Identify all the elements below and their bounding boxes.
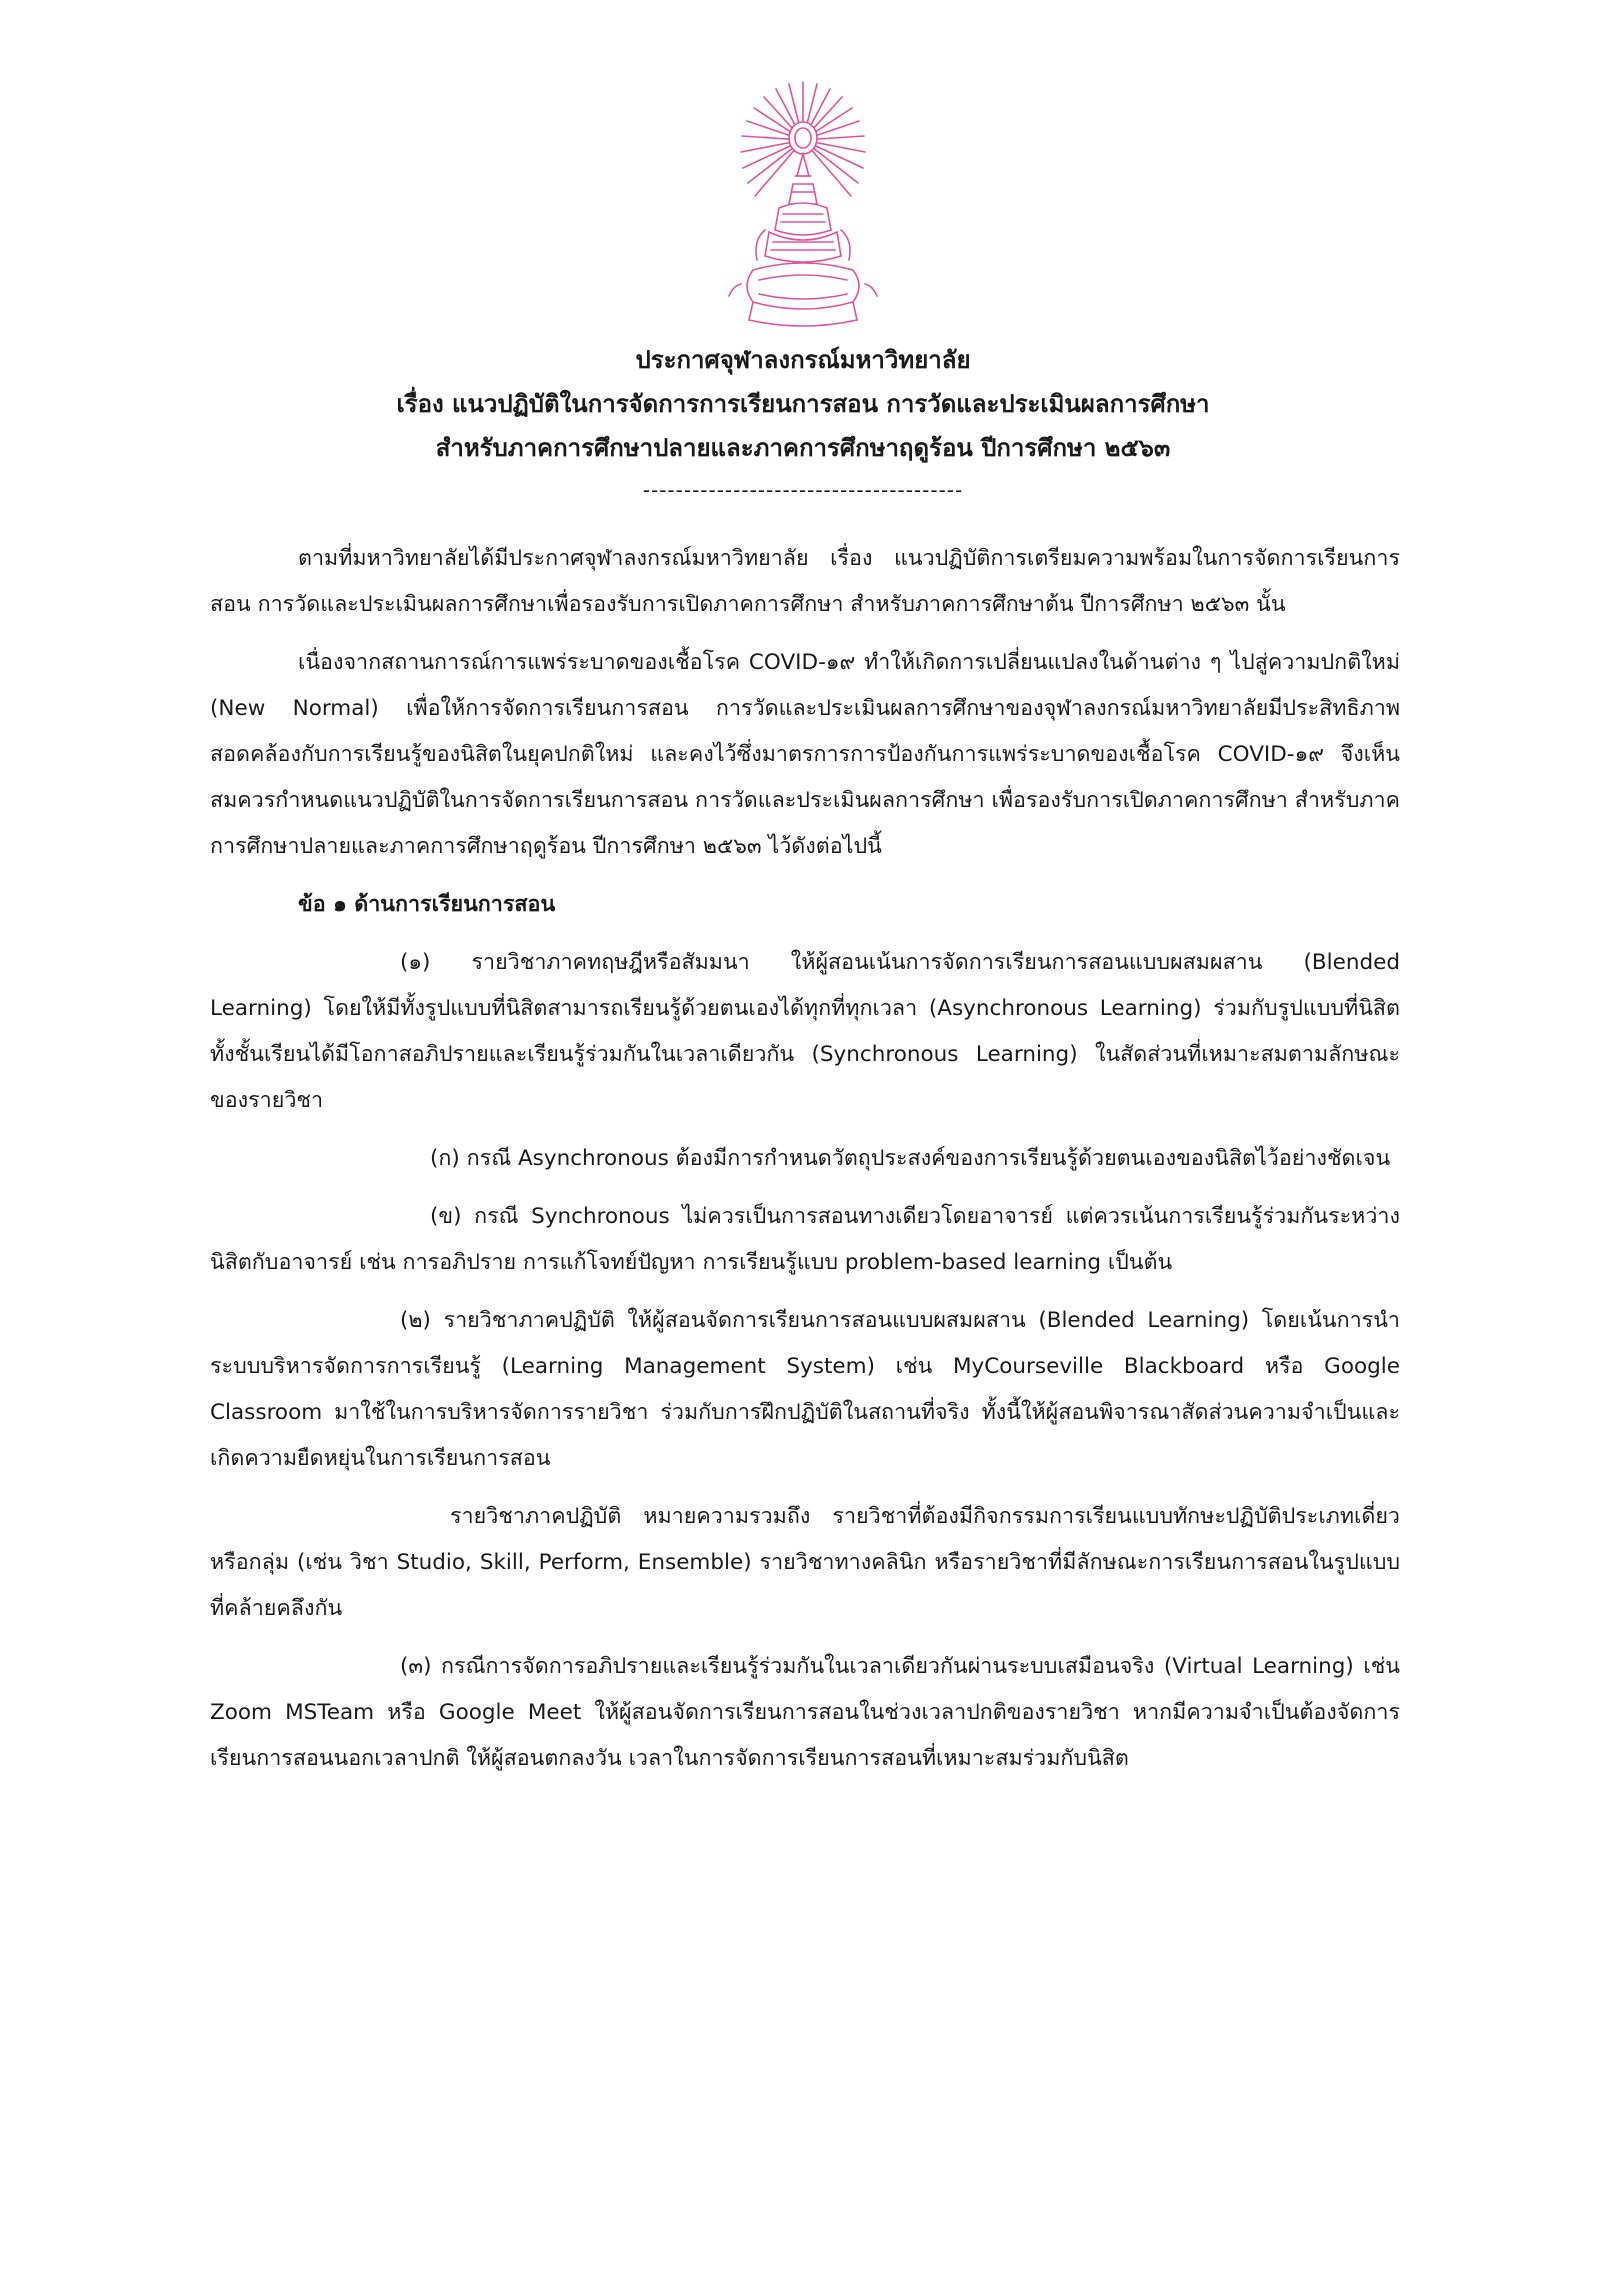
- item-practical-courses: (๒) รายวิชาภาคปฏิบัติ ให้ผู้สอนจัดการเรียนการสอนแบบผสมผสาน (Blended Learning) โดยเน้นการนำระบบบริหารจัดการการเรียนรู้ (Learning Management System) เช่น MyCourseville Blackboard หรือ Google Classroom มาใช้ในการบริหารจัดการรายวิชา ร่วมกับการฝึกปฏิบัติในสถานที่จริง ทั้งนี้ให้ผู้สอนพิจารณาสัดส่วนความจำเป็นและเกิดความยืดหยุ่นในการเรียนการสอน: [210, 1308, 1400, 1471]
- header-divider: ---------------------------------------: [642, 478, 964, 502]
- item-asynchronous: (ก) กรณี Asynchronous ต้องมีการกำหนดวัตถุประสงค์ของการเรียนรู้ด้วยตนเองของนิสิตไว้อย่างชัดเจน: [430, 1146, 1391, 1171]
- announcement-scope: สำหรับภาคการศึกษาปลายและภาคการศึกษาฤดูร้อน ปีการศึกษา ๒๕๖๓: [435, 434, 1171, 462]
- item-practical-definition: รายวิชาภาคปฏิบัติ หมายความรวมถึง รายวิชาที่ต้องมีกิจกรรมการเรียนแบบทักษะปฏิบัติประเภทเดี่ยวหรือกลุ่ม (เช่น วิชา Studio, Skill, Perform, Ensemble) รายวิชาทางคลินิก หรือรายวิชาที่มีลักษณะการเรียนการสอนในรูปแบบที่คล้ายคลึงกัน: [210, 1504, 1400, 1621]
- section-heading-teaching: ข้อ ๑ ด้านการเรียนการสอน: [298, 892, 556, 917]
- chulalongkorn-university-seal-icon: [713, 80, 893, 340]
- item-virtual-learning: (๓) กรณีการจัดการอภิปรายและเรียนรู้ร่วมกันในเวลาเดียวกันผ่านระบบเสมือนจริง (Virtual Learning) เช่น Zoom MSTeam หรือ Google Meet ให้ผู้สอนจัดการเรียนการสอนในช่วงเวลาปกติของรายวิชา หากมีความจำเป็นต้องจัดการเรียนการสอนนอกเวลาปกติ ให้ผู้สอนตกลงวัน เวลาในการจัดการเรียนการสอนที่เหมาะสมร่วมกับนิสิต: [210, 1654, 1400, 1771]
- item-theory-courses: (๑) รายวิชาภาคทฤษฎีหรือสัมมนา ให้ผู้สอนเน้นการจัดการเรียนการสอนแบบผสมผสาน (Blended Learning) โดยให้มีทั้งรูปแบบที่นิสิตสามารถเรียนรู้ด้วยตนเองได้ทุกที่ทุกเวลา (Asynchronous Learning) ร่วมกับรูปแบบที่นิสิตทั้งชั้นเรียนได้มีโอกาสอภิปรายและเรียนรู้ร่วมกันในเวลาเดียวกัน (Synchronous Learning) ในสัดส่วนที่เหมาะสมตามลักษณะของรายวิชา: [210, 950, 1400, 1113]
- announcement-body: [210, 536, 1400, 1794]
- announcement-header: [200, 338, 1406, 510]
- paragraph-rationale: เนื่องจากสถานการณ์การแพร่ระบาดของเชื้อโรค COVID-๑๙ ทำให้เกิดการเปลี่ยนแปลงในด้านต่าง ๆ ไปสู่ความปกติใหม่ (New Normal) เพื่อให้การจัดการเรียนการสอน การวัดและประเมินผลการศึกษาของจุฬาลงกรณ์มหาวิทยาลัยมีประสิทธิภาพ สอดคล้องกับการเรียนรู้ของนิสิตในยุคปกติใหม่ และคงไว้ซึ่งมาตรการการป้องกันการแพร่ระบาดของเชื้อโรค COVID-๑๙ จึงเห็นสมควรกำหนดแนวปฏิบัติในการจัดการเรียนการสอน การวัดและประเมินผลการศึกษา เพื่อรองรับการเปิดภาคการศึกษา สำหรับภาคการศึกษาปลายและภาคการศึกษาฤดูร้อน ปีการศึกษา ๒๕๖๓ ไว้ดังต่อไปนี้: [210, 650, 1400, 859]
- paragraph-reference: ตามที่มหาวิทยาลัยได้มีประกาศจุฬาลงกรณ์มหาวิทยาลัย เรื่อง แนวปฏิบัติการเตรียมความพร้อมในการจัดการเรียนการสอน การวัดและประเมินผลการศึกษาเพื่อรองรับการเปิดภาคการศึกษา สำหรับภาคการศึกษาต้น ปีการศึกษา ๒๕๖๓ นั้น: [210, 546, 1400, 617]
- announcement-issuer: ประกาศจุฬาลงกรณ์มหาวิทยาลัย: [635, 346, 971, 374]
- announcement-subject: เรื่อง แนวปฏิบัติในการจัดการการเรียนการสอน การวัดและประเมินผลการศึกษา: [396, 390, 1210, 418]
- item-synchronous: (ข) กรณี Synchronous ไม่ควรเป็นการสอนทางเดียวโดยอาจารย์ แต่ควรเน้นการเรียนรู้ร่วมกันระหว่างนิสิตกับอาจารย์ เช่น การอภิปราย การแก้โจทย์ปัญหา การเรียนรู้แบบ problem-based learning เป็นต้น: [210, 1204, 1400, 1275]
